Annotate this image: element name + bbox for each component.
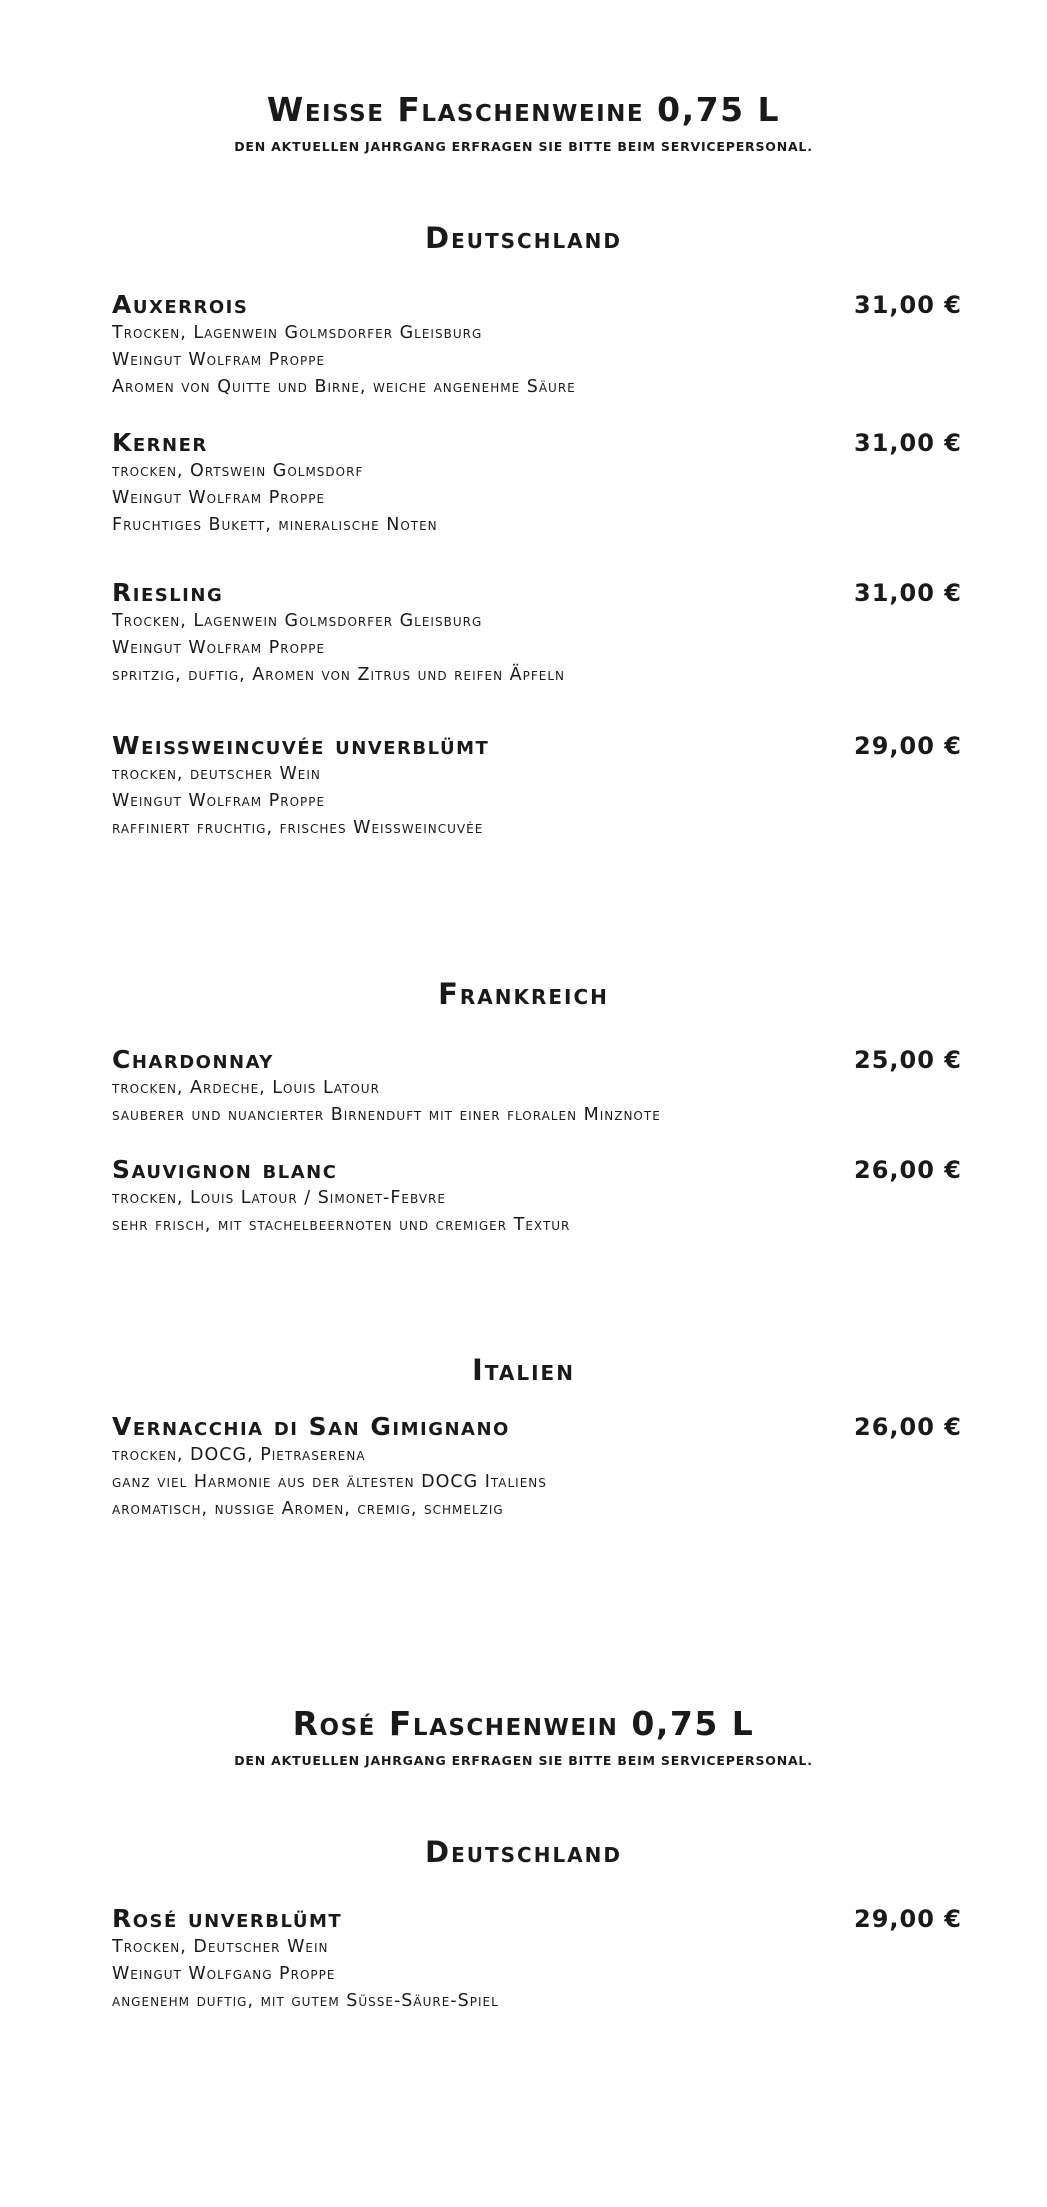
wine-price: 31,00 € [854, 429, 962, 457]
wine-detail-line: Weingut Wolfram Proppe [112, 488, 326, 508]
wine-name: Weissweincuvée unverblümt [112, 731, 490, 760]
wine-item-sauvignon-blanc [112, 1155, 962, 1239]
rose-wine-notice: DEN AKTUELLEN JAHRGANG ERFRAGEN SIE BITTE BEIM SERVICEPERSONAL. [234, 1753, 813, 1768]
wine-price: 29,00 € [854, 732, 962, 760]
wine-detail-line: raffiniert fruchtig, frisches Weissweincuvée [112, 818, 484, 838]
wine-item-chardonnay [112, 1045, 962, 1129]
wine-item-weissweincuvee [112, 731, 962, 842]
wine-name: Rosé unverblümt [112, 1904, 343, 1933]
wine-detail-line: sehr frisch, mit stachelbeernoten und cremiger Textur [112, 1215, 571, 1235]
wine-name: Sauvignon blanc [112, 1155, 338, 1184]
wine-name: Kerner [112, 428, 208, 457]
wine-detail-line: Weingut Wolfram Proppe [112, 638, 326, 658]
wine-detail-line: angenehm duftig, mit gutem Süsse-Säure-Spiel [112, 1991, 499, 2011]
wine-detail-line: sauberer und nuancierter Birnenduft mit einer floralen Minznote [112, 1105, 661, 1125]
wine-item-riesling [112, 578, 962, 689]
wine-detail-line: trocken, Ardeche, Louis Latour [112, 1078, 380, 1098]
wine-price: 29,00 € [854, 1905, 962, 1933]
wine-detail-line: Trocken, Deutscher Wein [112, 1937, 329, 1957]
wine-item-kerner [112, 428, 962, 539]
wine-name: Vernacchia di San Gimignano [112, 1412, 510, 1441]
wine-detail-line: ganz viel Harmonie aus der ältesten DOCG Italiens [112, 1472, 547, 1492]
wine-detail-line: trocken, Ortswein Golmsdorf [112, 461, 364, 481]
wine-price: 31,00 € [854, 579, 962, 607]
wine-price: 25,00 € [854, 1046, 962, 1074]
country-heading-germany: Deutschland [425, 221, 622, 255]
wine-detail-line: Trocken, Lagenwein Golmsdorfer Gleisburg [112, 611, 483, 631]
wine-item-auxerrois [112, 290, 962, 401]
wine-name: Auxerrois [112, 290, 249, 319]
wine-detail-line: spritzig, duftig, Aromen von Zitrus und reifen Äpfeln [112, 665, 566, 685]
wine-item-vernacchia [112, 1412, 962, 1523]
wine-detail-line: trocken, Louis Latour / Simonet-Febvre [112, 1188, 446, 1208]
wine-detail-line: trocken, deutscher Wein [112, 764, 321, 784]
wine-item-rose-unverbluemt [112, 1904, 962, 2015]
wine-price: 26,00 € [854, 1413, 962, 1441]
wine-detail-line: Weingut Wolfram Proppe [112, 791, 326, 811]
wine-price: 31,00 € [854, 291, 962, 319]
wine-price: 26,00 € [854, 1156, 962, 1184]
wine-detail-line: Fruchtiges Bukett, mineralische Noten [112, 515, 438, 535]
wine-detail-line: aromatisch, nussige Aromen, cremig, schmelzig [112, 1499, 504, 1519]
wine-detail-line: Trocken, Lagenwein Golmsdorfer Gleisburg [112, 323, 483, 343]
wine-detail-line: trocken, DOCG, Pietraserena [112, 1445, 366, 1465]
wine-name: Riesling [112, 578, 224, 607]
wine-name: Chardonnay [112, 1045, 274, 1074]
white-wines-notice: DEN AKTUELLEN JAHRGANG ERFRAGEN SIE BITTE BEIM SERVICEPERSONAL. [234, 139, 813, 154]
country-heading-france: Frankreich [438, 977, 609, 1011]
wine-detail-line: Aromen von Quitte und Birne, weiche angenehme Säure [112, 377, 576, 397]
country-heading-italy: Italien [472, 1353, 575, 1387]
country-heading-germany-rose: Deutschland [425, 1835, 622, 1869]
white-wines-title: Weisse Flaschenweine 0,75 L [266, 90, 781, 129]
wine-detail-line: Weingut Wolfgang Proppe [112, 1964, 336, 1984]
wine-detail-line: Weingut Wolfram Proppe [112, 350, 326, 370]
rose-wine-title: Rosé Flaschenwein 0,75 L [292, 1704, 755, 1743]
